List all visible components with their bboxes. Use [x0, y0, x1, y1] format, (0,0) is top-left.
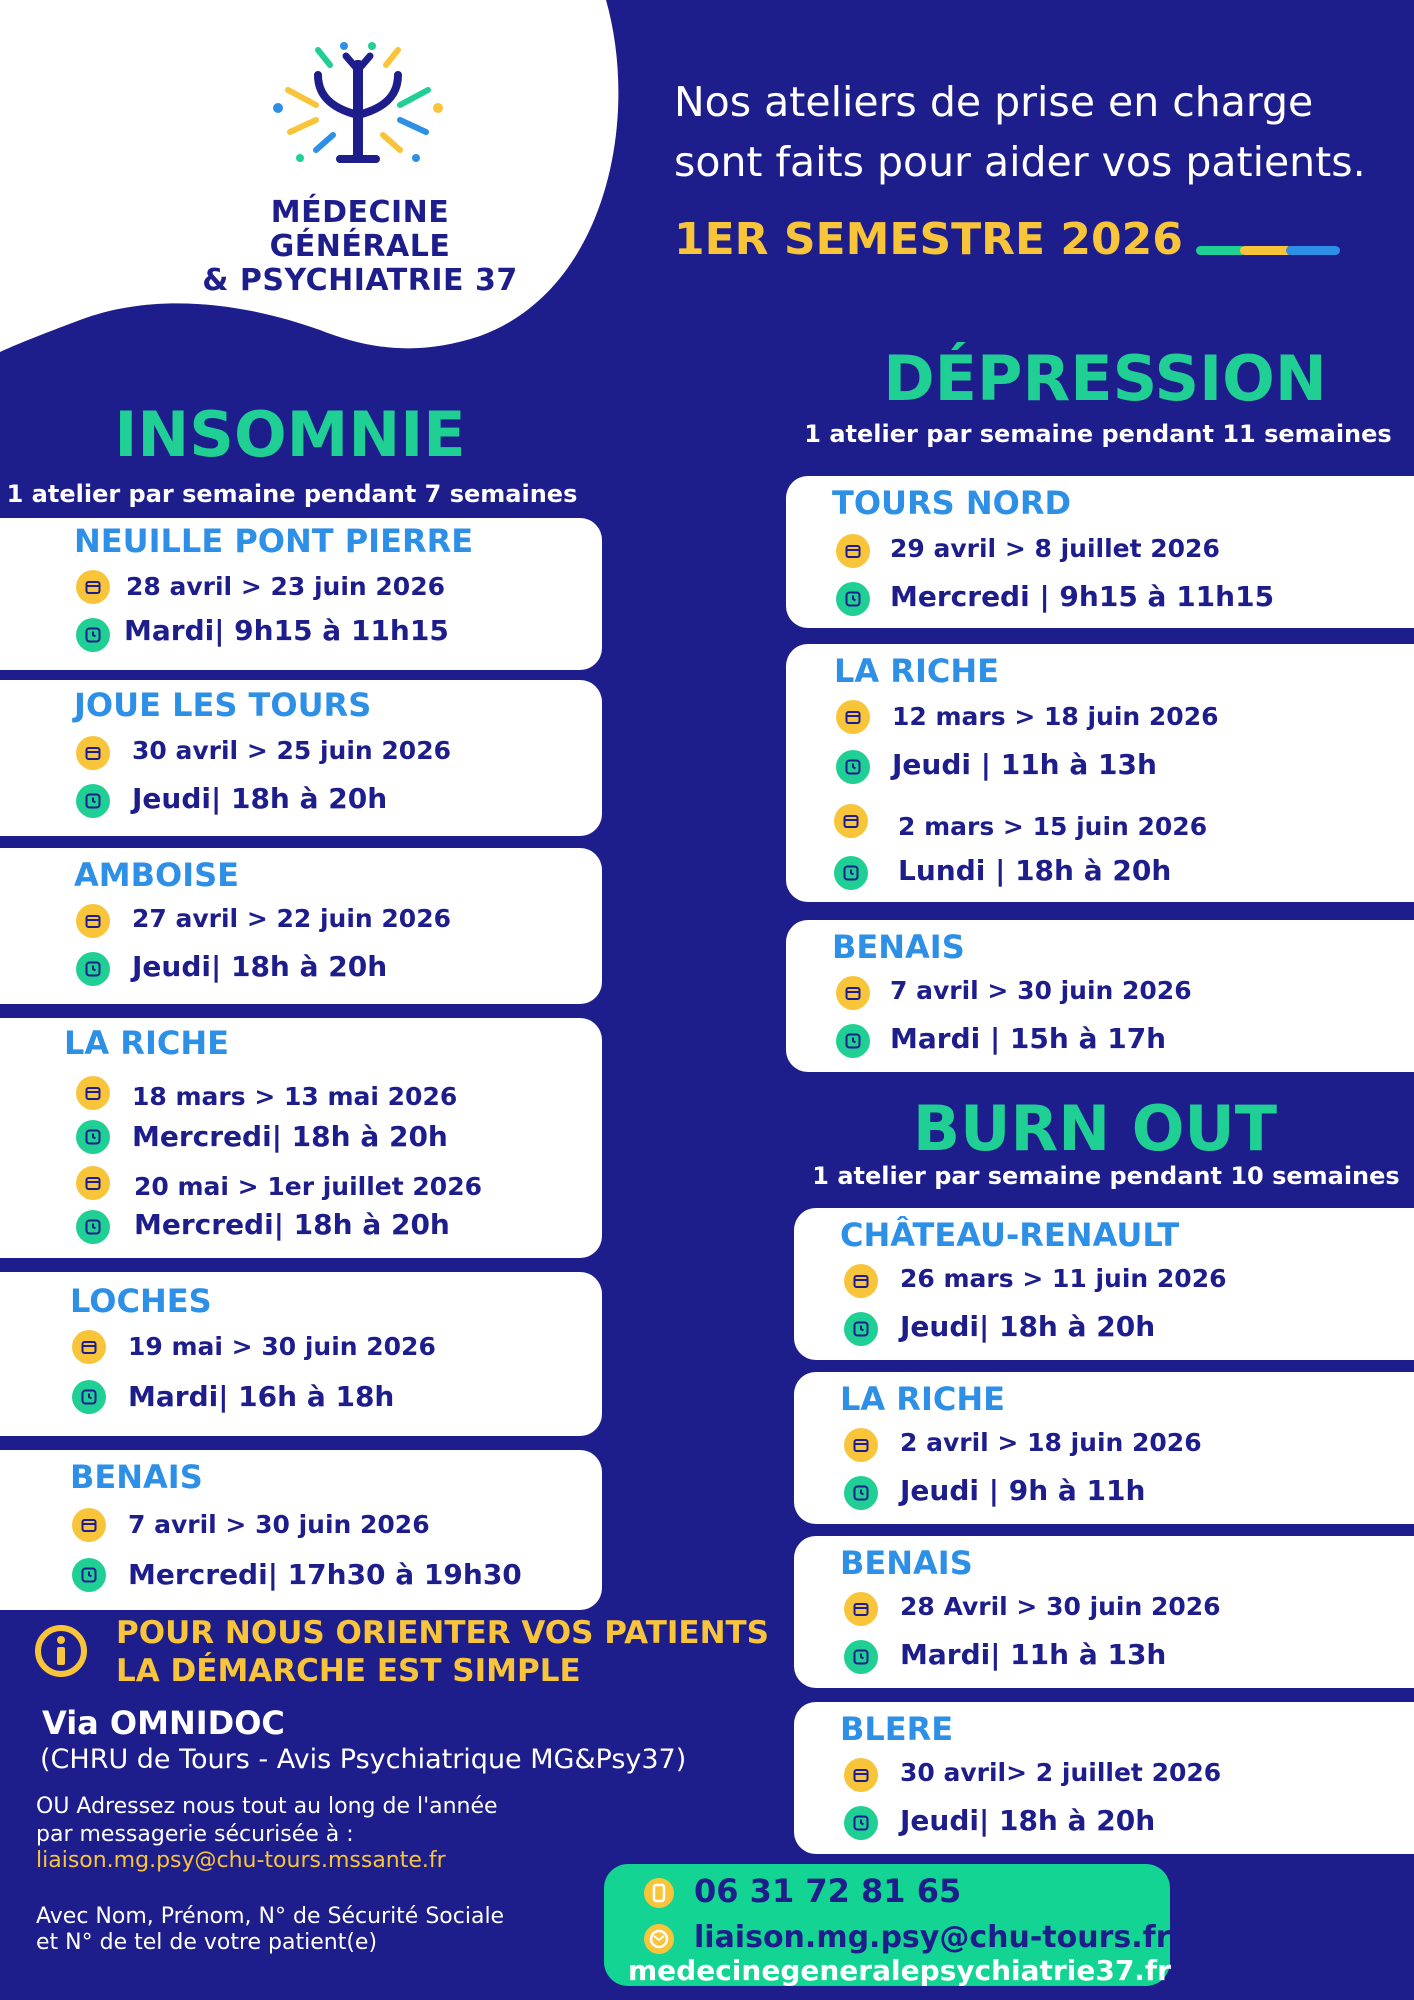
clock-icon [76, 952, 110, 986]
date-range: 18 mars > 13 mai 2026 [132, 1082, 458, 1111]
location-name: BENAIS [70, 1458, 203, 1496]
session-time: Mercredi| 18h à 20h [132, 1120, 448, 1153]
address-line-2: par messagerie sécurisée à : [36, 1822, 354, 1847]
session-time: Jeudi| 18h à 20h [132, 950, 388, 983]
mail-icon [644, 1924, 674, 1954]
mssante-email-link[interactable]: liaison.mg.psy@chu-tours.mssante.fr [36, 1848, 446, 1873]
intro-line-1: Nos ateliers de prise en charge [674, 78, 1314, 126]
calendar-icon [76, 904, 110, 938]
session-time: Mardi | 15h à 17h [890, 1022, 1167, 1055]
calendar-icon [72, 1330, 106, 1364]
date-range: 28 avril > 23 juin 2026 [126, 572, 445, 601]
calendar-icon [844, 1264, 878, 1298]
session-time: Mercredi | 9h15 à 11h15 [890, 580, 1275, 613]
phone-icon [644, 1878, 674, 1908]
calendar-icon [76, 570, 110, 604]
session-time: Jeudi| 18h à 20h [132, 782, 388, 815]
session-time: Lundi | 18h à 20h [898, 854, 1172, 887]
chru-text: (CHRU de Tours - Avis Psychiatrique MG&Psy37) [40, 1744, 687, 1775]
calendar-icon [76, 1166, 110, 1200]
session-time: Mardi| 9h15 à 11h15 [124, 614, 449, 647]
date-range: 7 avril > 30 juin 2026 [890, 976, 1192, 1005]
depression-card-benais [786, 920, 1414, 1072]
session-time: Mardi| 11h à 13h [900, 1638, 1167, 1671]
clock-icon [76, 618, 110, 652]
location-name: BENAIS [832, 928, 965, 966]
calendar-icon [76, 736, 110, 770]
contact-email-link[interactable]: liaison.mg.psy@chu-tours.fr [694, 1920, 1171, 1955]
insomnie-card-la-riche [0, 1018, 602, 1258]
clock-icon [844, 1806, 878, 1840]
date-range: 29 avril > 8 juillet 2026 [890, 534, 1220, 563]
calendar-icon [836, 700, 870, 734]
brand-name [180, 196, 540, 298]
location-name: LA RICHE [840, 1380, 1005, 1418]
brand-line-2: & PSYCHIATRIE 37 [202, 263, 518, 298]
clock-icon [836, 750, 870, 784]
orientation-line-2: LA DÉMARCHE EST SIMPLE [116, 1653, 581, 1689]
burnout-card-benais [794, 1536, 1414, 1688]
clock-icon [72, 1558, 106, 1592]
insomnie-card-amboise [0, 848, 602, 1004]
depression-card-tours-nord [786, 476, 1414, 628]
orientation-heading [116, 1614, 769, 1690]
burnout-subtitle: 1 atelier par semaine pendant 10 semaines [812, 1162, 1400, 1190]
burnout-card-chateau-renault [794, 1208, 1414, 1360]
brand-line-1: MÉDECINE GÉNÉRALE [269, 195, 451, 264]
depression-title: DÉPRESSION [883, 342, 1327, 415]
calendar-icon [76, 1076, 110, 1110]
location-name: CHÂTEAU-RENAULT [840, 1216, 1180, 1254]
location-name: LOCHES [70, 1282, 212, 1320]
clock-icon [844, 1476, 878, 1510]
clock-icon [834, 856, 868, 890]
session-time: Jeudi| 18h à 20h [900, 1804, 1156, 1837]
session-time: Mercredi| 18h à 20h [134, 1208, 450, 1241]
insomnie-card-joue [0, 680, 602, 836]
address-line-1: OU Adressez nous tout au long de l'année [36, 1794, 498, 1819]
clock-icon [844, 1640, 878, 1674]
location-name: AMBOISE [74, 856, 240, 894]
insomnie-subtitle: 1 atelier par semaine pendant 7 semaines [6, 480, 578, 508]
orientation-line-1: POUR NOUS ORIENTER VOS PATIENTS [116, 1615, 770, 1651]
location-name: LA RICHE [834, 652, 999, 690]
required-info-line-2: et N° de tel de votre patient(e) [36, 1930, 378, 1955]
date-range: 19 mai > 30 juin 2026 [128, 1332, 436, 1361]
location-name: BENAIS [840, 1544, 973, 1582]
session-time: Mercredi| 17h30 à 19h30 [128, 1558, 522, 1591]
clock-icon [836, 582, 870, 616]
location-name: JOUE LES TOURS [74, 686, 372, 724]
header-wave-shape [0, 0, 640, 360]
depression-subtitle: 1 atelier par semaine pendant 11 semaines [804, 420, 1392, 448]
insomnie-card-loches [0, 1272, 602, 1436]
intro-text [674, 72, 1394, 192]
insomnie-card-benais [0, 1450, 602, 1610]
date-range: 26 mars > 11 juin 2026 [900, 1264, 1227, 1293]
session-time: Jeudi| 18h à 20h [900, 1310, 1156, 1343]
intro-line-2: sont faits pour aider vos patients. [674, 138, 1366, 186]
deco-bar-blue [1286, 246, 1340, 255]
date-range: 30 avril> 2 juillet 2026 [900, 1758, 1222, 1787]
clock-icon [836, 1024, 870, 1058]
clock-icon [76, 1210, 110, 1244]
semester-title: 1ER SEMESTRE 2026 [674, 214, 1183, 265]
phone-number[interactable]: 06 31 72 81 65 [694, 1872, 962, 1910]
clock-icon [844, 1312, 878, 1346]
depression-card-la-riche [786, 644, 1414, 902]
calendar-icon [844, 1592, 878, 1626]
clock-icon [72, 1380, 106, 1414]
location-name: NEUILLE PONT PIERRE [74, 522, 474, 560]
calendar-icon [844, 1428, 878, 1462]
session-time: Mardi| 16h à 18h [128, 1380, 395, 1413]
date-range: 30 avril > 25 juin 2026 [132, 736, 451, 765]
date-range: 28 Avril > 30 juin 2026 [900, 1592, 1221, 1621]
info-icon [34, 1624, 88, 1678]
date-range: 7 avril > 30 juin 2026 [128, 1510, 430, 1539]
date-range: 27 avril > 22 juin 2026 [132, 904, 451, 933]
deco-bar-green [1196, 246, 1246, 255]
website-link[interactable]: medecinegeneralepsychiatrie37.fr [628, 1954, 1171, 1987]
calendar-icon [834, 804, 868, 838]
date-range: 2 mars > 15 juin 2026 [898, 812, 1208, 841]
session-time: Jeudi | 11h à 13h [892, 748, 1157, 781]
burnout-title: BURN OUT [912, 1092, 1278, 1165]
insomnie-card-neuille [0, 518, 602, 670]
via-omnidoc: Via OMNIDOC [42, 1704, 285, 1742]
clock-icon [76, 784, 110, 818]
required-info-line-1: Avec Nom, Prénom, N° de Sécurité Sociale [36, 1904, 505, 1929]
calendar-icon [836, 534, 870, 568]
calendar-icon [836, 976, 870, 1010]
insomnie-title: INSOMNIE [114, 398, 466, 471]
date-range: 12 mars > 18 juin 2026 [892, 702, 1219, 731]
burnout-card-la-riche [794, 1372, 1414, 1524]
contact-box [604, 1864, 1170, 1986]
calendar-icon [844, 1758, 878, 1792]
location-name: TOURS NORD [832, 484, 1072, 522]
clock-icon [76, 1120, 110, 1154]
session-time: Jeudi | 9h à 11h [900, 1474, 1146, 1507]
deco-bar-yellow [1240, 246, 1292, 255]
date-range: 20 mai > 1er juillet 2026 [134, 1172, 482, 1201]
date-range: 2 avril > 18 juin 2026 [900, 1428, 1202, 1457]
location-name: LA RICHE [64, 1024, 229, 1062]
burnout-card-blere [794, 1702, 1414, 1854]
calendar-icon [72, 1508, 106, 1542]
location-name: BLERE [840, 1710, 954, 1748]
